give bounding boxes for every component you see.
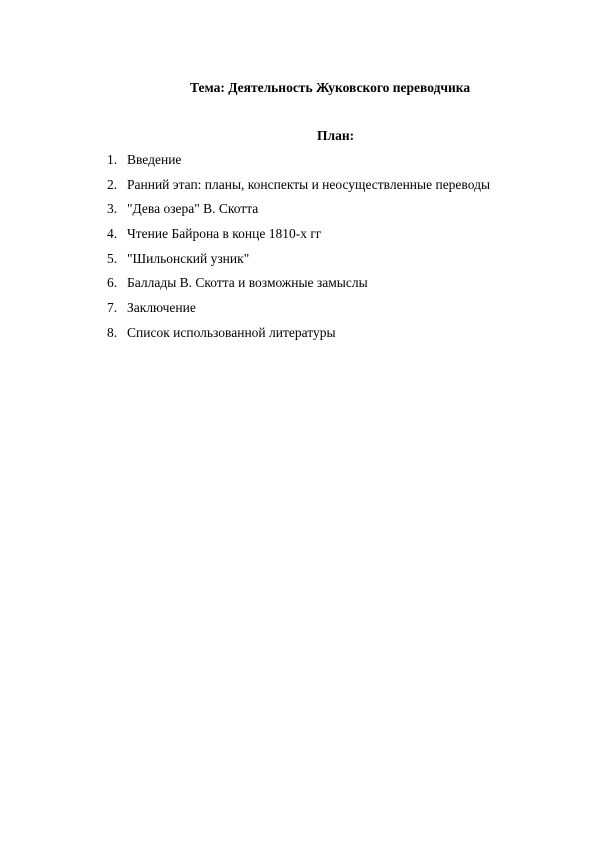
list-item — [107, 251, 490, 276]
list-item — [107, 325, 490, 350]
list-item-text: Список использованной литературы — [127, 324, 336, 340]
list-item-number: 7. — [107, 300, 118, 316]
list-item-text: "Шильонский узник" — [127, 250, 250, 266]
list-item — [107, 300, 490, 325]
document-title: Тема: Деятельность Жуковского переводчика — [190, 80, 471, 95]
list-item-number: 4. — [107, 226, 118, 242]
list-item — [107, 226, 490, 251]
plan-heading: План: — [317, 128, 355, 143]
list-item-number: 2. — [107, 176, 118, 192]
list-item-number: 3. — [107, 201, 118, 217]
list-item-text: Баллады В. Скотта и возможные замыслы — [127, 275, 368, 291]
list-item-text: Введение — [127, 152, 182, 167]
list-item-number: 1. — [107, 152, 118, 167]
list-item-text: "Дева озера" В. Скотта — [127, 201, 259, 217]
list-item — [107, 201, 490, 226]
list-item-number: 5. — [107, 250, 118, 266]
list-item — [107, 152, 490, 177]
plan-list — [107, 152, 490, 350]
list-item-text: Ранний этап: планы, конспекты и неосуществленные переводы — [127, 176, 491, 192]
list-item-number: 8. — [107, 324, 118, 340]
list-item-number: 6. — [107, 275, 118, 291]
list-item — [107, 275, 490, 300]
list-item — [107, 177, 490, 202]
list-item-text: Чтение Байрона в конце 1810-х гг — [127, 226, 322, 242]
list-item-text: Заключение — [127, 300, 196, 316]
